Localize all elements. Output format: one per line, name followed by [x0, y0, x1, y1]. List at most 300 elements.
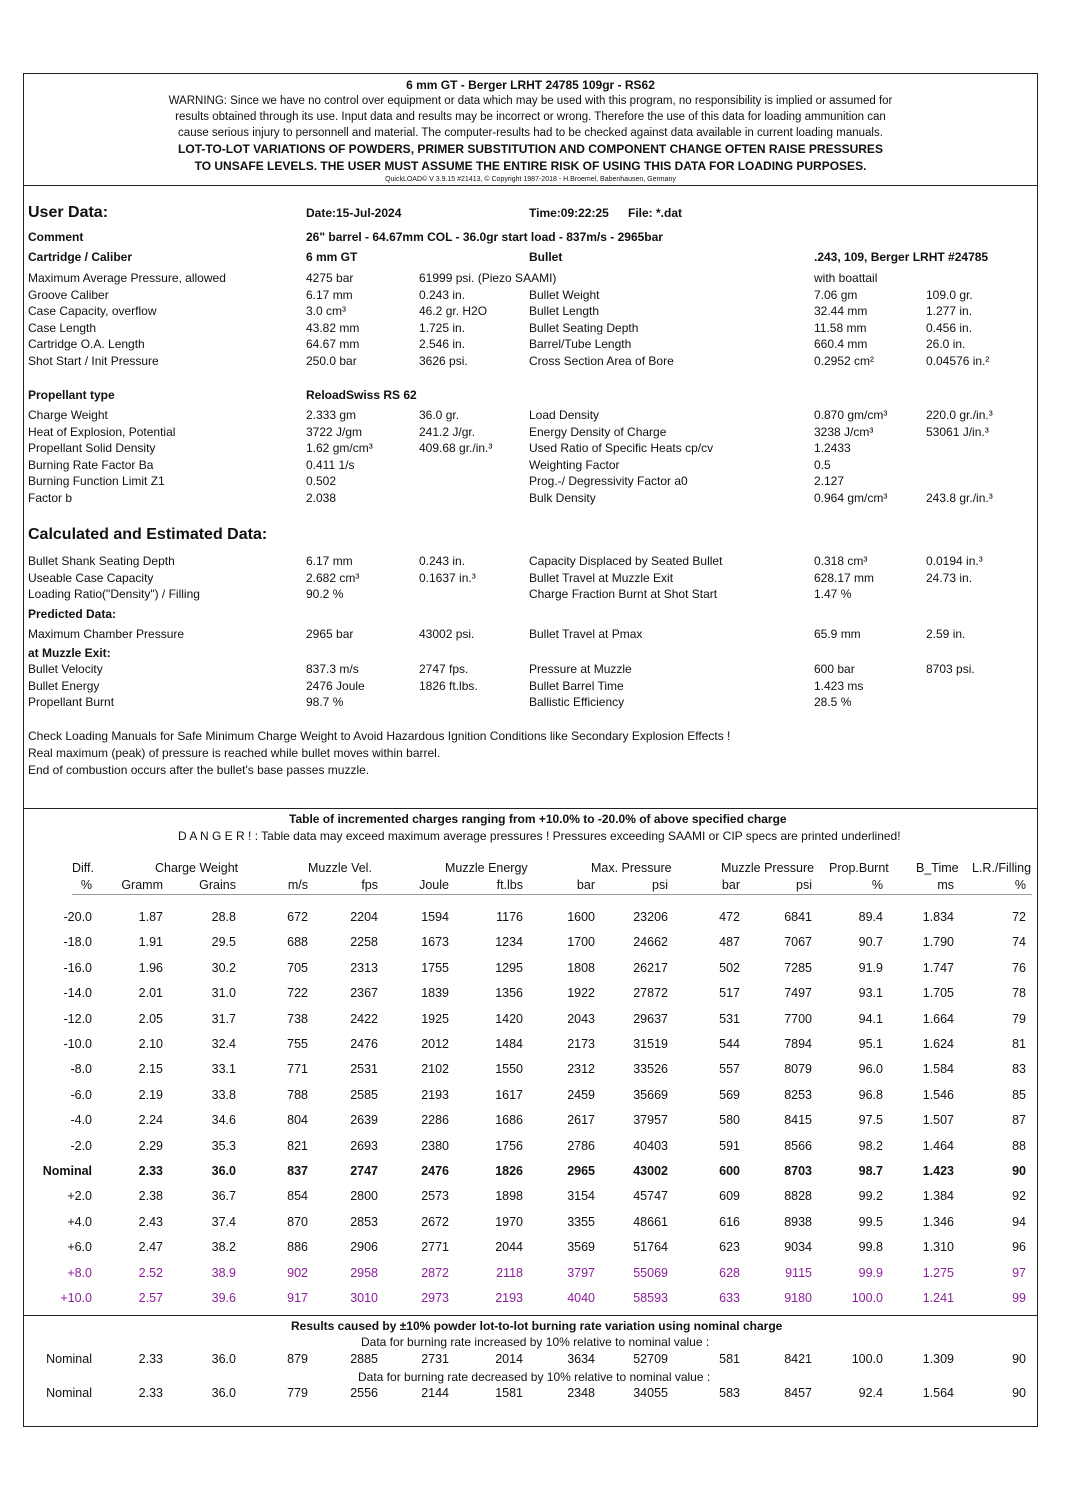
table-row-4-cell-10: 7700 — [784, 1011, 812, 1026]
units-cell-3: m/s — [287, 878, 308, 892]
table-row-11-cell-10: 8828 — [784, 1189, 812, 1204]
table-row-1-cell-10: 7067 — [784, 935, 812, 950]
hdr-maxp: Max. Pressure — [591, 861, 672, 875]
table-row-6-cell-7: 2312 — [567, 1062, 595, 1077]
calc-row-2-col-4: 1.47 % — [814, 587, 852, 602]
table-row-2-cell-6: 1295 — [495, 960, 523, 975]
table-row-1-cell-13: 74 — [1012, 935, 1026, 950]
prop-row-2-col-4: 1.2433 — [814, 441, 851, 456]
table-row-6-cell-5: 2102 — [421, 1062, 449, 1077]
table-row-10 — [24, 1164, 1037, 1180]
dec-cell-1: 2.33 — [138, 1386, 163, 1400]
table-row-5-cell-1: 2.10 — [138, 1037, 163, 1051]
calc-row-2-col-3: Charge Fraction Burnt at Shot Start — [529, 587, 718, 602]
table-row-8-cell-2: 34.6 — [211, 1113, 236, 1128]
table-row-8-cell-10: 8415 — [784, 1113, 812, 1128]
table-row-4-cell-5: 1925 — [421, 1011, 449, 1026]
variation-title: Results caused by ±10% powder lot-to-lot burning rate variation using nominal charge — [291, 1319, 783, 1333]
table-row-13-cell-8: 51764 — [633, 1240, 668, 1255]
table-row-14-cell-12: 1.275 — [922, 1265, 954, 1280]
table-row-8-cell-3: 804 — [287, 1113, 308, 1128]
table-row-9-cell-10: 8566 — [784, 1138, 812, 1153]
table-row-1-cell-3: 688 — [287, 935, 308, 950]
user-row-3-col-3: Bullet Seating Depth — [529, 320, 639, 335]
bullet-value: .243, 109, Berger LRHT #24785 — [814, 250, 989, 264]
table-row-6-cell-8: 33526 — [633, 1062, 668, 1077]
user-row-3-col-5: 0.456 in. — [926, 320, 973, 335]
units-cell-8: psi — [652, 878, 668, 892]
table-row-10-cell-8: 43002 — [633, 1164, 668, 1178]
table-row-0-cell-2: 28.8 — [211, 910, 236, 924]
table-row-5-cell-13: 81 — [1012, 1037, 1026, 1051]
table-row-13 — [24, 1240, 1037, 1256]
user-row-5-col-4: 0.2952 cm² — [814, 354, 875, 368]
table-row-7-cell-2: 33.8 — [211, 1087, 236, 1102]
prop-row-4-col-4: 2.127 — [814, 474, 845, 489]
units-cell-11: % — [871, 878, 883, 892]
note-3: End of combustion occurs after the bullet's base passes muzzle. — [28, 763, 370, 777]
table-row-1 — [24, 935, 1037, 951]
prop-row-5-col-3: Bulk Density — [529, 491, 596, 505]
table-row-8-cell-4: 2639 — [350, 1113, 378, 1128]
user-row-3-col-0: Case Length — [28, 320, 97, 335]
table-row-7-cell-0: -6.0 — [70, 1087, 92, 1102]
table-row-13-cell-9: 623 — [719, 1240, 740, 1255]
table-row-5-cell-5: 2012 — [421, 1037, 449, 1051]
prop-row-1-col-5: 53061 J/in.³ — [926, 424, 989, 439]
table-row-14-cell-0: +8.0 — [67, 1265, 92, 1280]
dec-cell-10: 8457 — [784, 1386, 812, 1400]
calc-row-1-col-4: 628.17 mm — [814, 570, 875, 585]
table-row-15-cell-6: 2193 — [495, 1291, 523, 1305]
table-row-12-cell-8: 48661 — [633, 1214, 668, 1229]
danger-note: D A N G E R ! : Table data may exceed maximum average pressures ! Pressures exceeding SAAMI or CIP specs are printed underlined! — [178, 829, 901, 843]
table-row-10-cell-12: 1.423 — [922, 1164, 954, 1178]
prop-row-2-col-0: Propellant Solid Density — [28, 441, 156, 456]
table-row-2-cell-7: 1808 — [567, 960, 595, 975]
user-row-2-col-5: 1.277 in. — [926, 304, 973, 319]
user-row-1-col-2: 0.243 in. — [419, 287, 466, 302]
table-row-15-cell-10: 9180 — [784, 1291, 812, 1305]
table-row-11 — [24, 1189, 1037, 1205]
table-row-1-cell-0: -18.0 — [63, 935, 92, 950]
table-row-11-cell-7: 3154 — [567, 1189, 595, 1204]
table-row-5-cell-10: 7894 — [784, 1037, 812, 1051]
user-row-1-col-3: Bullet Weight — [529, 287, 600, 302]
table-row-12-cell-2: 37.4 — [211, 1214, 236, 1229]
table-row-0-cell-11: 89.4 — [858, 910, 883, 924]
table-row-9-cell-6: 1756 — [495, 1138, 523, 1153]
table-row-15-cell-1: 2.57 — [138, 1291, 163, 1305]
file-label: File: *.dat — [628, 206, 683, 220]
table-row-8 — [24, 1113, 1037, 1129]
inc-cell-3: 879 — [287, 1352, 308, 1366]
user-row-0-col-4: with boattail — [814, 271, 878, 285]
table-row-14-cell-8: 55069 — [633, 1265, 668, 1280]
inc-cell-5: 2731 — [421, 1352, 449, 1366]
table-row-13-cell-7: 3569 — [567, 1240, 595, 1255]
units-cell-1: Gramm — [121, 878, 163, 892]
pmax-row-0-col-2: 43002 psi. — [419, 627, 475, 641]
table-row-2-cell-5: 1755 — [421, 960, 449, 975]
user-data-heading: User Data: — [28, 204, 109, 221]
table-row-4-cell-8: 29637 — [633, 1011, 668, 1026]
calc-row-0-col-1: 6.17 mm — [306, 554, 353, 568]
table-row-4 — [24, 1012, 1037, 1028]
table-row-14-cell-3: 902 — [287, 1265, 308, 1280]
muzzle-row-1-col-3: Bullet Barrel Time — [529, 678, 624, 693]
divider — [24, 1315, 1037, 1316]
inc — [24, 1352, 1037, 1368]
user-row-0-col-2: 61999 psi. (Piezo SAAMI) — [419, 271, 557, 285]
table-row-15-cell-2: 39.6 — [211, 1291, 236, 1305]
user-row-5-col-1: 250.0 bar — [306, 354, 357, 368]
report-title: 6 mm GT - Berger LRHT 24785 109gr - RS62 — [406, 78, 655, 92]
table-row-15-cell-8: 58593 — [633, 1291, 668, 1305]
caliber-value: 6 mm GT — [306, 250, 358, 264]
units-cell-5: Joule — [419, 878, 449, 892]
table-row-15-cell-12: 1.241 — [922, 1291, 954, 1305]
table-row-4-cell-2: 31.7 — [211, 1011, 236, 1026]
note-1: Check Loading Manuals for Safe Minimum Charge Weight to Avoid Hazardous Ignition Conditions like Secondary Explosion Effects ! — [28, 729, 731, 743]
table-row-7-cell-1: 2.19 — [138, 1087, 163, 1102]
table-row-4-cell-13: 79 — [1012, 1011, 1026, 1026]
table-row-6-cell-11: 96.0 — [858, 1062, 883, 1077]
table-row-0-cell-7: 1600 — [567, 910, 595, 924]
muzzle-row-2-col-4: 28.5 % — [814, 695, 852, 710]
prop-row-1-col-3: Energy Density of Charge — [529, 424, 667, 439]
table-row-14-cell-5: 2872 — [421, 1265, 449, 1280]
table-row-15 — [24, 1291, 1037, 1307]
calc-row-0-col-3: Capacity Displaced by Seated Bullet — [529, 554, 723, 568]
table-row-7-cell-13: 85 — [1012, 1087, 1026, 1102]
table-row-11-cell-12: 1.384 — [922, 1189, 954, 1204]
inc-cell-6: 2014 — [495, 1352, 523, 1366]
propellant-value: ReloadSwiss RS 62 — [306, 388, 417, 402]
table-row-10-cell-4: 2747 — [350, 1164, 378, 1178]
table-row-13-cell-4: 2906 — [350, 1240, 378, 1255]
pmax-row-0-col-0: Maximum Chamber Pressure — [28, 627, 185, 641]
calc-row-1-col-3: Bullet Travel at Muzzle Exit — [529, 570, 674, 585]
dec-cell-13: 90 — [1012, 1386, 1026, 1400]
table-row-7-cell-3: 788 — [287, 1087, 308, 1102]
table-row-8-cell-9: 580 — [719, 1113, 740, 1128]
predicted-label: Predicted Data: — [28, 607, 117, 621]
table-row-1-cell-12: 1.790 — [922, 935, 954, 950]
table-row-0-cell-1: 1.87 — [138, 910, 163, 924]
table-row-13-cell-3: 886 — [287, 1240, 308, 1255]
table-row-15-cell-0: +10.0 — [60, 1291, 92, 1305]
propellant-label: Propellant type — [28, 388, 115, 402]
table-row-9-cell-11: 98.2 — [858, 1138, 883, 1153]
table-row-9-cell-3: 821 — [287, 1138, 308, 1153]
calc-row-2-col-1: 90.2 % — [306, 587, 344, 602]
table-row-3-cell-13: 78 — [1012, 986, 1026, 1001]
table-row-4-cell-1: 2.05 — [138, 1011, 163, 1026]
table-row-4-cell-3: 738 — [287, 1011, 308, 1026]
user-row-4-col-2: 2.546 in. — [419, 337, 466, 352]
table-row-2-cell-8: 26217 — [633, 960, 668, 975]
table-row-9-cell-9: 591 — [719, 1138, 740, 1153]
calc-heading: Calculated and Estimated Data: — [28, 526, 268, 543]
user-row-2-col-2: 46.2 gr. H2O — [419, 304, 488, 319]
user-row-4-col-3: Barrel/Tube Length — [529, 337, 632, 352]
table-row-14-cell-1: 2.52 — [138, 1265, 163, 1280]
table-row-14-cell-4: 2958 — [350, 1265, 378, 1280]
user-row-2-col-1: 3.0 cm³ — [306, 304, 347, 319]
prop-row-3-col-0: Burning Rate Factor Ba — [28, 457, 154, 472]
hdr-charge: Charge Weight — [155, 861, 239, 875]
bullet-label: Bullet — [529, 250, 563, 264]
table-row-3-cell-3: 722 — [287, 986, 308, 1001]
table-row-4-cell-9: 531 — [719, 1011, 740, 1026]
table-row-10-cell-6: 1826 — [495, 1164, 523, 1178]
table-row-8-cell-7: 2617 — [567, 1113, 595, 1128]
muzzle-row-0-col-2: 2747 fps. — [419, 662, 469, 676]
warning-bold-1: LOT-TO-LOT VARIATIONS OF POWDERS, PRIMER SUBSTITUTION AND COMPONENT CHANGE OFTEN RAISE PRESSURES — [178, 142, 883, 156]
user-row-4-col-1: 64.67 mm — [306, 337, 360, 352]
divider — [24, 808, 1037, 809]
table-row-2-cell-4: 2313 — [350, 960, 378, 975]
table-row-7-cell-5: 2193 — [421, 1087, 449, 1102]
units-cell-12: ms — [937, 878, 954, 892]
table-row-0-cell-4: 2204 — [350, 910, 378, 924]
muzzle-row-0-col-0: Bullet Velocity — [28, 662, 103, 676]
table-row-11-cell-9: 609 — [719, 1189, 740, 1204]
table-row-11-cell-3: 854 — [287, 1189, 308, 1204]
prop-row-0-col-4: 0.870 gm/cm³ — [814, 408, 888, 422]
table-row-0-cell-0: -20.0 — [63, 910, 92, 924]
table-row-9-cell-5: 2380 — [421, 1138, 449, 1153]
report-frame — [23, 73, 1038, 1427]
table-row-1-cell-4: 2258 — [350, 935, 378, 950]
table-row-11-cell-13: 92 — [1012, 1189, 1026, 1204]
inc-cell-1: 2.33 — [138, 1352, 163, 1366]
units-cell-9: bar — [721, 878, 740, 892]
table-row-9-cell-7: 2786 — [567, 1138, 595, 1153]
user-row-4-col-4: 660.4 mm — [814, 337, 868, 352]
table-row-15-cell-3: 917 — [287, 1291, 308, 1305]
table-row-8-cell-12: 1.507 — [922, 1113, 954, 1128]
table-row-10-cell-9: 600 — [719, 1164, 740, 1178]
table-row-12-cell-6: 1970 — [495, 1214, 523, 1229]
inc-cell-10: 8421 — [784, 1352, 812, 1366]
table-row-8-cell-1: 2.24 — [138, 1113, 163, 1128]
table-row-5-cell-2: 32.4 — [211, 1037, 236, 1051]
table-row-0-cell-9: 472 — [719, 910, 740, 924]
table-row-6-cell-3: 771 — [287, 1062, 308, 1077]
table-row-11-cell-0: +2.0 — [67, 1189, 92, 1204]
user-row-2-col-4: 32.44 mm — [814, 304, 868, 319]
prop-row-0-col-1: 2.333 gm — [306, 408, 357, 422]
prop-row-1-col-2: 241.2 J/gr. — [419, 424, 476, 439]
table-row-5-cell-6: 1484 — [495, 1037, 523, 1051]
prop-row-2-col-1: 1.62 gm/cm³ — [306, 441, 373, 456]
table-row-11-cell-2: 36.7 — [211, 1189, 236, 1204]
table-row-11-cell-8: 45747 — [633, 1189, 668, 1204]
user-row-5-col-2: 3626 psi. — [419, 354, 468, 368]
table-row-2-cell-13: 76 — [1012, 960, 1026, 975]
inc-cell-12: 1.309 — [922, 1352, 954, 1366]
table-row-0-cell-6: 1176 — [496, 910, 523, 924]
table-row-4-cell-11: 94.1 — [858, 1011, 883, 1026]
prop-row-2-col-2: 409.68 gr./in.³ — [419, 441, 493, 456]
table-row-5-cell-12: 1.624 — [922, 1037, 954, 1051]
dec-cell-9: 583 — [719, 1386, 740, 1400]
hdr-vel: Muzzle Vel. — [308, 861, 372, 875]
table-row-3-cell-11: 93.1 — [858, 986, 883, 1001]
table-row-9-cell-13: 88 — [1012, 1138, 1026, 1153]
comment-label: Comment — [28, 230, 84, 244]
table-row-7-cell-8: 35669 — [633, 1087, 668, 1102]
table-row-7-cell-12: 1.546 — [922, 1087, 954, 1102]
table-row-12-cell-9: 616 — [719, 1214, 740, 1229]
table-row-11-cell-11: 99.2 — [858, 1189, 883, 1204]
user-row-5-col-5: 0.04576 in.² — [926, 354, 990, 368]
table-row-6-cell-6: 1550 — [495, 1062, 523, 1077]
table-row-1-cell-8: 24662 — [633, 935, 668, 950]
table-row-10-cell-3: 837 — [287, 1164, 308, 1178]
table-row-12-cell-0: +4.0 — [67, 1214, 92, 1229]
table-row-1-cell-11: 90.7 — [858, 935, 883, 950]
user-row-3-col-1: 43.82 mm — [306, 320, 360, 335]
hdr-muzp: Muzzle Pressure — [721, 861, 815, 875]
dec-cell-12: 1.564 — [922, 1386, 954, 1400]
header-underline — [72, 894, 1032, 895]
table-row-5-cell-0: -10.0 — [63, 1037, 92, 1051]
inc-cell-0: Nominal — [46, 1352, 92, 1366]
caliber-label: Cartridge / Caliber — [28, 250, 133, 264]
table-row-1-cell-9: 487 — [719, 935, 740, 950]
table-row-14-cell-9: 628 — [719, 1265, 740, 1280]
table-row-3-cell-1: 2.01 — [138, 986, 163, 1001]
table-row-6-cell-10: 8079 — [784, 1062, 812, 1077]
prop-row-5-col-4: 0.964 gm/cm³ — [814, 491, 888, 505]
table-row-6-cell-13: 83 — [1012, 1062, 1026, 1077]
hdr-lr: L.R./Filling — [972, 861, 1032, 875]
table-row-2-cell-0: -16.0 — [63, 960, 92, 975]
table-row-9-cell-4: 2693 — [350, 1138, 378, 1153]
table-row-6-cell-0: -8.0 — [70, 1062, 92, 1077]
table-row-1-cell-6: 1234 — [495, 935, 523, 950]
table-row-10-cell-1: 2.33 — [138, 1164, 163, 1178]
table-row-5-cell-3: 755 — [287, 1037, 308, 1051]
prop-row-3-col-1: 0.411 1/s — [306, 457, 355, 472]
date-label: Date:15-Jul-2024 — [306, 206, 402, 220]
muzzle-label: at Muzzle Exit: — [28, 646, 111, 660]
user-row-3-col-2: 1.725 in. — [419, 320, 466, 335]
pmax-row-0-col-4: 65.9 mm — [814, 627, 861, 641]
table-row-9-cell-2: 35.3 — [211, 1138, 236, 1153]
table-row-12 — [24, 1215, 1037, 1231]
table-row-8-cell-0: -4.0 — [70, 1113, 92, 1128]
table-row-4-cell-4: 2422 — [350, 1011, 378, 1026]
table-row-15-cell-7: 4040 — [567, 1291, 595, 1305]
table-row-2 — [24, 961, 1037, 977]
prop-row-5-col-5: 243.8 gr./in.³ — [926, 491, 993, 505]
prop-row-4-col-1: 0.502 — [306, 474, 337, 489]
table-row-6-cell-12: 1.584 — [922, 1062, 954, 1077]
table-row-15-cell-4: 3010 — [350, 1291, 378, 1305]
table-row-4-cell-7: 2043 — [567, 1011, 595, 1026]
table-row-13-cell-0: +6.0 — [67, 1240, 92, 1255]
table-row-5-cell-4: 2476 — [350, 1037, 378, 1051]
muzzle-row-2-col-1: 98.7 % — [306, 695, 344, 710]
inc-cell-13: 90 — [1012, 1352, 1026, 1366]
warning-line-3: cause serious injury to personnell and material. The computer-results had to be checked against data available in current loading manuals. — [178, 127, 883, 139]
units-cell-0: % — [80, 878, 92, 892]
prop-row-1-col-4: 3238 J/cm³ — [814, 424, 874, 439]
table-row-8-cell-6: 1686 — [495, 1113, 523, 1128]
table-row-9-cell-12: 1.464 — [922, 1138, 954, 1153]
calc-row-1-col-0: Useable Case Capacity — [28, 570, 154, 585]
table-row-15-cell-11: 100.0 — [851, 1291, 883, 1305]
table-row-4-cell-12: 1.664 — [922, 1011, 954, 1026]
inc-cell-11: 100.0 — [851, 1352, 883, 1366]
table-row-7-cell-4: 2585 — [350, 1087, 378, 1102]
time-label: Time:09:22:25 — [529, 206, 609, 220]
muzzle-row-1-col-0: Bullet Energy — [28, 678, 100, 693]
table-row-6-cell-2: 33.1 — [211, 1062, 236, 1077]
table-row-3-cell-5: 1839 — [421, 986, 449, 1001]
table-row-4-cell-0: -12.0 — [63, 1011, 92, 1026]
table-row-12-cell-3: 870 — [287, 1214, 308, 1229]
calc-row-0-col-4: 0.318 cm³ — [814, 554, 868, 568]
table-row-3-cell-4: 2367 — [350, 986, 378, 1001]
table-row-12-cell-5: 2672 — [421, 1214, 449, 1229]
table-row-7-cell-7: 2459 — [567, 1087, 595, 1102]
warning-bold-2: TO UNSAFE LEVELS. THE USER MUST ASSUME THE ENTIRE RISK OF USING THIS DATA FOR LOADING PURPOSES. — [194, 159, 867, 173]
table-row-2-cell-2: 30.2 — [211, 960, 236, 975]
dec-cell-7: 2348 — [567, 1386, 595, 1400]
units-cell-4: fps — [361, 878, 378, 892]
user-row-0-col-0: Maximum Average Pressure, allowed — [28, 271, 226, 285]
prop-row-3-col-4: 0.5 — [814, 457, 831, 472]
muzzle-row-1-col-1: 2476 Joule — [306, 678, 365, 693]
table-row-1-cell-2: 29.5 — [211, 935, 236, 950]
hdr-energy: Muzzle Energy — [445, 861, 528, 875]
prop-row-0-col-0: Charge Weight — [28, 408, 108, 422]
hdr-diff: Diff. — [72, 861, 94, 875]
table-row-9-cell-0: -2.0 — [70, 1138, 92, 1153]
table-row-6 — [24, 1062, 1037, 1078]
table-row-14-cell-2: 38.9 — [211, 1265, 236, 1280]
table-row-0 — [24, 910, 1037, 926]
user-row-4-col-0: Cartridge O.A. Length — [28, 337, 145, 352]
user-row-0-col-1: 4275 bar — [306, 271, 354, 285]
table-row-2-cell-3: 705 — [287, 960, 308, 975]
muzzle-row-1-col-2: 1826 ft.lbs. — [419, 678, 478, 693]
table-row-0-cell-12: 1.834 — [922, 910, 954, 924]
table-row-2-cell-9: 502 — [719, 960, 740, 975]
prop-row-1-col-0: Heat of Explosion, Potential — [28, 424, 176, 439]
table-row-10-cell-11: 98.7 — [858, 1164, 883, 1178]
user-row-5-col-3: Cross Section Area of Bore — [529, 354, 674, 368]
muzzle-row-1-col-4: 1.423 ms — [814, 678, 864, 693]
user-row-3-col-4: 11.58 mm — [814, 320, 867, 335]
dec-cell-3: 779 — [287, 1386, 308, 1400]
table-row-14-cell-6: 2118 — [496, 1265, 523, 1280]
muzzle-row-0-col-4: 600 bar — [814, 662, 855, 676]
table-row-13-cell-11: 99.8 — [858, 1240, 883, 1255]
table-row-11-cell-1: 2.38 — [138, 1189, 163, 1204]
units-cell-10: psi — [796, 878, 812, 892]
table-row-7-cell-11: 96.8 — [858, 1087, 883, 1102]
variation-inc-label: Data for burning rate increased by 10% relative to nominal value : — [361, 1335, 710, 1349]
muzzle-row-0-col-1: 837.3 m/s — [306, 662, 359, 676]
pmax-row-0-col-1: 2965 bar — [306, 627, 354, 641]
warning-line-1: WARNING: Since we have no control over equipment or data which may be used with this program, no responsibility is implied or assumed for — [168, 95, 893, 107]
